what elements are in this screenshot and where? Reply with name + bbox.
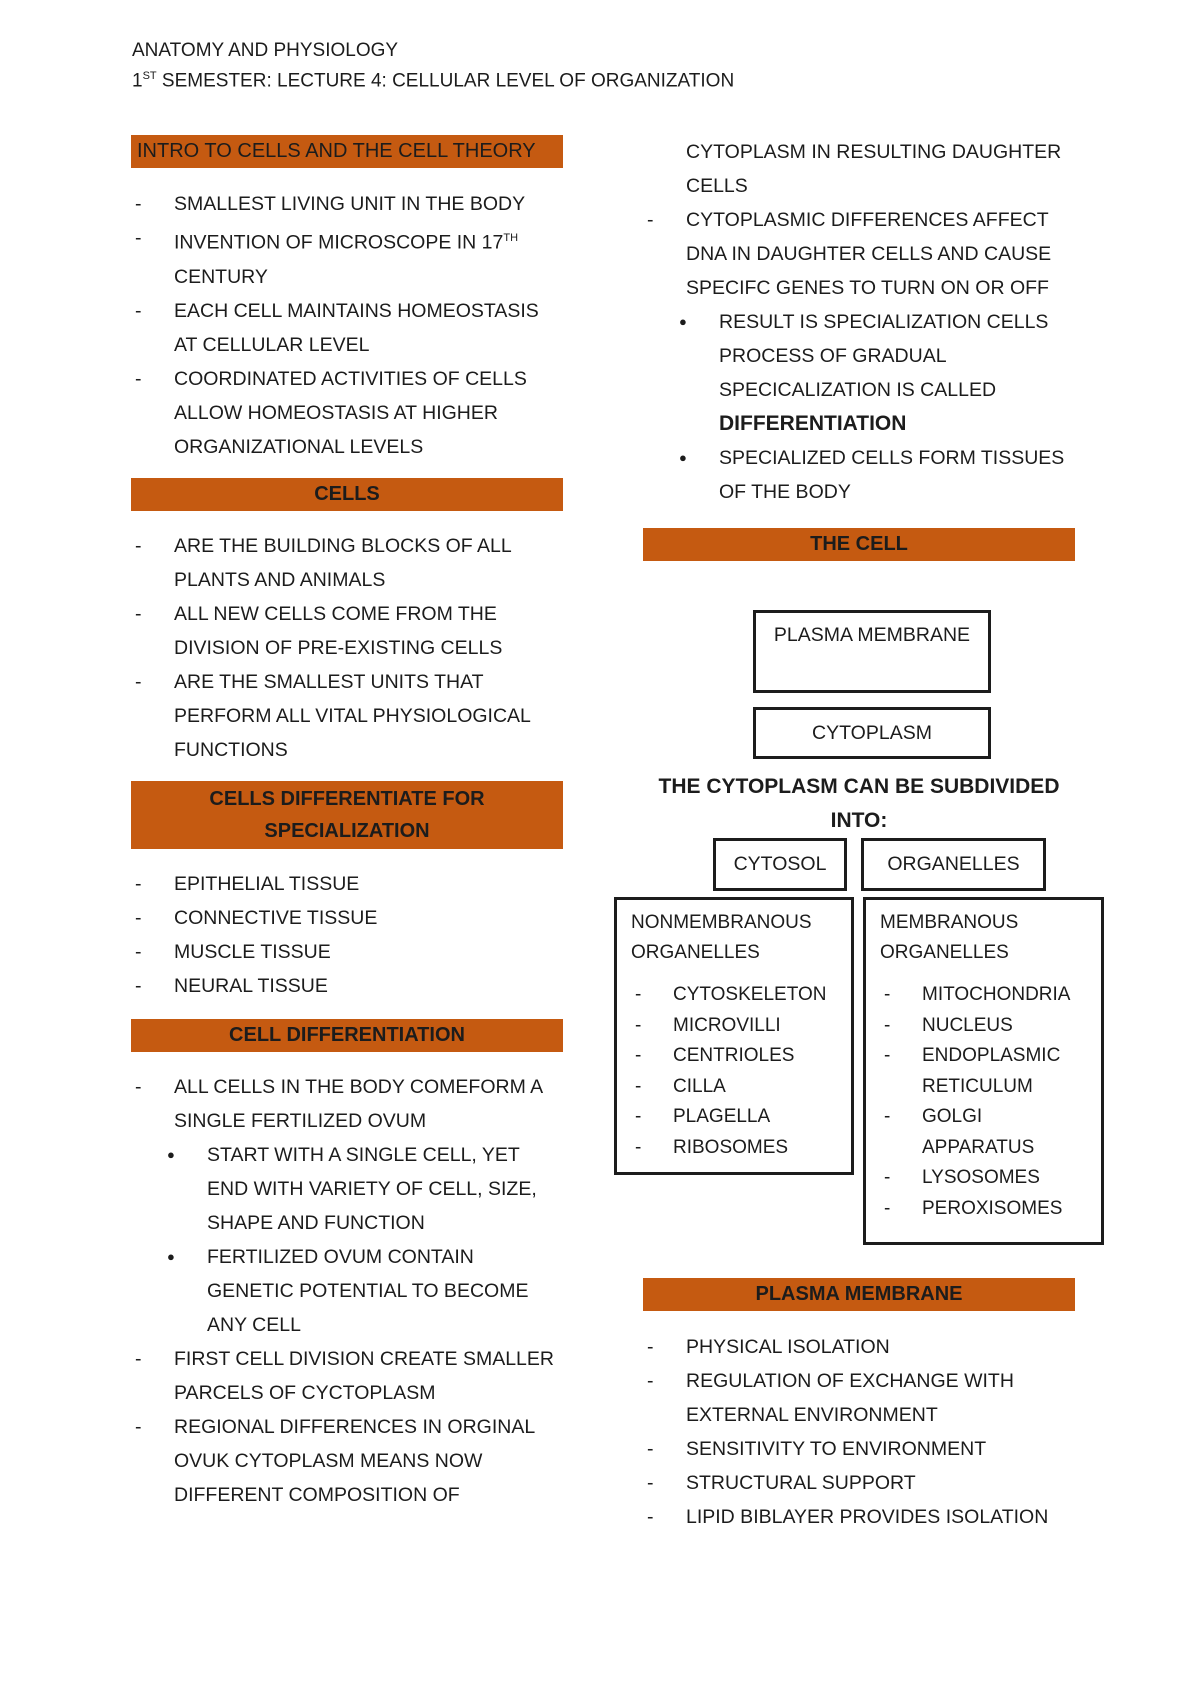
nonmembranous-title: NONMEMBRANOUS ORGANELLES bbox=[631, 912, 812, 963]
continued-text: CYTOPLASM IN RESULTING DAUGHTER CELLS bbox=[686, 141, 1062, 197]
list-item: - MICROVILLI bbox=[631, 1011, 837, 1042]
bullet-item: ● SPECIALIZED CELLS FORM TISSUES OF THE BODY bbox=[643, 441, 1075, 509]
heading-intro: INTRO TO CELLS AND THE CELL THEORY bbox=[131, 135, 563, 168]
item-text-cont: CENTURY bbox=[174, 265, 268, 288]
differentiation-list-2 bbox=[131, 1342, 563, 1512]
list-item: - COORDINATED ACTIVITIES OF CELLS ALLOW HOMEOSTASIS AT HIGHER ORGANIZATIONAL LEVELS bbox=[131, 362, 563, 464]
list-item: - ENDOPLASMIC RETICULUM bbox=[880, 1041, 1087, 1102]
list-item: - EPITHELIAL TISSUE bbox=[131, 867, 563, 901]
differentiation-list bbox=[131, 1070, 563, 1138]
list-item: - GOLGI APPARATUS bbox=[880, 1102, 1087, 1163]
list-item: - PLAGELLA bbox=[631, 1102, 837, 1133]
bullet-item: ● START WITH A SINGLE CELL, YET END WITH VARIETY OF CELL, SIZE, SHAPE AND FUNCTION bbox=[131, 1138, 563, 1240]
list-item: - ARE THE SMALLEST UNITS THAT PERFORM ALL VITAL PHYSIOLOGICAL FUNCTIONS bbox=[131, 665, 563, 767]
list-item: - NEURAL TISSUE bbox=[131, 969, 563, 1003]
item-sup: TH bbox=[503, 232, 519, 244]
organelles-box: ORGANELLES bbox=[861, 838, 1046, 891]
nonmembranous-box bbox=[614, 897, 854, 1175]
list-item: - ALL NEW CELLS COME FROM THE DIVISION OF PRE-EXISTING CELLS bbox=[131, 597, 563, 665]
intro-list bbox=[131, 187, 563, 464]
list-item: - RIBOSOMES bbox=[631, 1133, 837, 1164]
left-column bbox=[131, 135, 563, 1512]
list-item: - ALL CELLS IN THE BODY COMEFORM A SINGLE FERTILIZED OVUM bbox=[131, 1070, 563, 1138]
plasma-membrane-box: PLASMA MEMBRANE bbox=[753, 610, 991, 693]
cytosol-box: CYTOSOL bbox=[713, 838, 847, 891]
list-item: - EACH CELL MAINTAINS HOMEOSTASIS AT CELLULAR LEVEL bbox=[131, 294, 563, 362]
membranous-list bbox=[880, 980, 1087, 1224]
right-column bbox=[643, 135, 1075, 561]
list-item: - SENSITIVITY TO ENVIRONMENT bbox=[643, 1432, 1075, 1466]
cells-list bbox=[131, 529, 563, 767]
list-item: - LYSOSOMES bbox=[880, 1163, 1087, 1194]
list-item: - REGULATION OF EXCHANGE WITH EXTERNAL ENVIRONMENT bbox=[643, 1364, 1075, 1432]
list-item: - CYTOPLASMIC DIFFERENCES AFFECT DNA IN DAUGHTER CELLS AND CAUSE SPECIFC GENES TO TURN ON OR OFF bbox=[643, 203, 1075, 305]
bullet-text: RESULT IS SPECIALIZATION CELLS PROCESS OF GRADUAL SPECICALIZATION IS CALLED bbox=[719, 311, 1049, 401]
list-item: - CENTRIOLES bbox=[631, 1041, 837, 1072]
list-item bbox=[131, 221, 563, 294]
list-item: - MITOCHONDRIA bbox=[880, 980, 1087, 1011]
item-text: INVENTION OF MICROSCOPE IN 17 bbox=[174, 231, 504, 254]
subtitle-sup: ST bbox=[142, 70, 157, 82]
list-item: - REGIONAL DIFFERENCES IN ORGINAL OVUK CYTOPLASM MEANS NOW DIFFERENT COMPOSITION OF bbox=[131, 1410, 563, 1512]
heading-cells: CELLS bbox=[131, 478, 563, 511]
right-list bbox=[643, 203, 1075, 305]
cytoplasm-subtitle: THE CYTOPLASM CAN BE SUBDIVIDED INTO: bbox=[658, 775, 1060, 832]
list-item: - SMALLEST LIVING UNIT IN THE BODY bbox=[131, 187, 563, 221]
differentiation-bullets bbox=[131, 1138, 563, 1342]
doc-title: ANATOMY AND PHYSIOLOGY bbox=[132, 40, 399, 61]
heading-specialization: CELLS DIFFERENTIATE FOR SPECIALIZATION bbox=[131, 781, 563, 849]
differentiation-term: DIFFERENTIATION bbox=[719, 412, 907, 435]
list-item: - NUCLEUS bbox=[880, 1011, 1087, 1042]
list-item: - PEROXISOMES bbox=[880, 1194, 1087, 1225]
membranous-box bbox=[863, 897, 1104, 1245]
list-item: - CONNECTIVE TISSUE bbox=[131, 901, 563, 935]
list-item: - STRUCTURAL SUPPORT bbox=[643, 1466, 1075, 1500]
nonmembranous-list bbox=[631, 980, 837, 1163]
right-bullets bbox=[643, 305, 1075, 509]
list-item: - FIRST CELL DIVISION CREATE SMALLER PARCELS OF CYCTOPLASM bbox=[131, 1342, 563, 1410]
list-item: - CILLA bbox=[631, 1072, 837, 1103]
heading-the-cell: THE CELL bbox=[643, 528, 1075, 561]
heading-cell-differentiation: CELL DIFFERENTIATION bbox=[131, 1019, 563, 1052]
list-item: - CYTOSKELETON bbox=[631, 980, 837, 1011]
list-item: - MUSCLE TISSUE bbox=[131, 935, 563, 969]
specialization-list bbox=[131, 867, 563, 1003]
cytoplasm-box: CYTOPLASM bbox=[753, 707, 991, 759]
membranous-title: MEMBRANOUS ORGANELLES bbox=[880, 912, 1019, 963]
plasma-membrane-section bbox=[643, 1278, 1075, 1534]
heading-plasma-membrane: PLASMA MEMBRANE bbox=[643, 1278, 1075, 1311]
list-item: - PHYSICAL ISOLATION bbox=[643, 1330, 1075, 1364]
doc-subtitle bbox=[132, 70, 734, 92]
bullet-item bbox=[643, 305, 1075, 441]
subtitle-number: 1 bbox=[132, 70, 143, 92]
list-item: - ARE THE BUILDING BLOCKS OF ALL PLANTS AND ANIMALS bbox=[131, 529, 563, 597]
plasma-list bbox=[643, 1330, 1075, 1534]
list-item: - LIPID BIBLAYER PROVIDES ISOLATION bbox=[643, 1500, 1075, 1534]
bullet-item: ● FERTILIZED OVUM CONTAIN GENETIC POTENTIAL TO BECOME ANY CELL bbox=[131, 1240, 563, 1342]
subtitle-text: SEMESTER: LECTURE 4: CELLULAR LEVEL OF ORGANIZATION bbox=[156, 70, 735, 92]
